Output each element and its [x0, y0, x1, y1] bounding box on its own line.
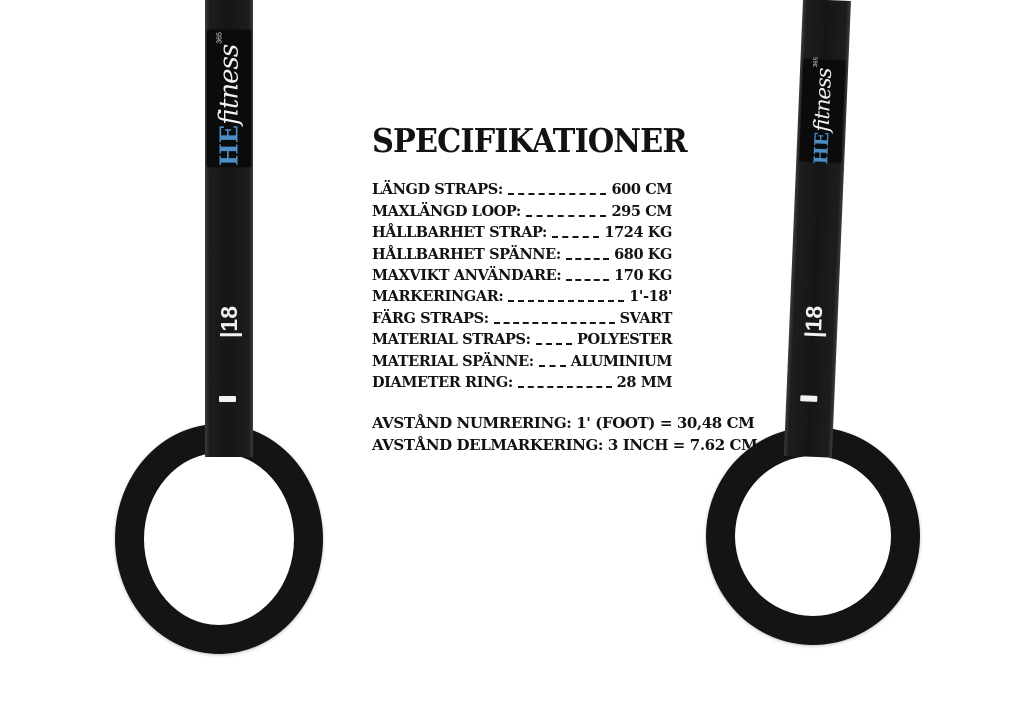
spec-row: [372, 221, 672, 242]
spec-row: [372, 285, 672, 306]
dotted-leader: [508, 300, 624, 302]
brand-superscript-text: 365: [813, 57, 820, 68]
strap-right: [784, 0, 851, 458]
dotted-leader: [539, 365, 566, 367]
dotted-leader: [536, 343, 572, 345]
spec-row-label: HÅLLBARHET SPÄNNE:: [372, 245, 561, 263]
spec-row: [372, 242, 672, 263]
strap-left: [205, 0, 253, 457]
spec-row-value: 1724 KG: [604, 224, 672, 242]
brand-name-text: fitness: [214, 44, 244, 125]
spec-row-value: POLYESTER: [577, 331, 672, 349]
brand-prefix-text: HE: [810, 131, 834, 165]
note-numbering-distance: AVSTÅND NUMRERING: 1' (FOOT) = 30,48 CM: [372, 414, 755, 432]
spec-row: [372, 199, 672, 220]
spec-row-value: 1'-18': [629, 288, 672, 306]
spec-row-label: MATERIAL STRAPS:: [372, 331, 531, 349]
spec-row: [372, 328, 672, 349]
brand-label-patch: [207, 30, 251, 167]
spec-row-label: DIAMETER RING:: [372, 373, 513, 391]
spec-row-value: 600 CM: [611, 181, 672, 199]
spec-row-value: 295 CM: [611, 202, 672, 220]
gym-ring-right: [706, 427, 920, 645]
spec-row: [372, 306, 672, 327]
spec-row-label: MARKERINGAR:: [372, 288, 504, 306]
gym-ring-left: [115, 424, 323, 654]
dotted-leader: [526, 215, 607, 217]
brand-prefix-text: HE: [214, 124, 243, 166]
brand-label-patch: [799, 59, 845, 163]
spec-row: [372, 349, 672, 370]
spec-row-label: MATERIAL SPÄNNE:: [372, 352, 534, 370]
dotted-leader: [566, 258, 609, 260]
spec-row-label: HÅLLBARHET STRAP:: [372, 224, 547, 242]
strap-foot-marking: [788, 291, 838, 353]
spec-row-label: LÄNGD STRAPS:: [372, 181, 503, 199]
brand-superscript-text: 365: [216, 31, 223, 44]
spec-row-value: 680 KG: [614, 245, 672, 263]
brand-logo: [214, 32, 244, 166]
spec-row: [372, 178, 672, 199]
page-title: SPECIFIKATIONER: [372, 121, 687, 160]
spec-row-value: ALUMINIUM: [570, 352, 672, 370]
spec-row: [372, 371, 672, 392]
spec-row-value: 170 KG: [614, 266, 672, 284]
dotted-leader: [518, 386, 612, 388]
spec-row-label: FÄRG STRAPS:: [372, 309, 489, 327]
dotted-leader: [508, 193, 607, 195]
spec-row-label: MAXVIKT ANVÄNDARE:: [372, 266, 562, 284]
strap-submarking-tick: [800, 395, 817, 402]
spec-row-label: MAXLÄNGD LOOP:: [372, 202, 521, 220]
dotted-leader: [566, 279, 609, 281]
spec-table: [372, 178, 672, 392]
dotted-leader: [552, 236, 599, 238]
note-submarking-distance: AVSTÅND DELMARKERING: 3 INCH = 7.62 CM: [372, 436, 758, 454]
strap-foot-marking-text: |18: [799, 305, 827, 339]
brand-logo: [808, 57, 836, 165]
brand-name-text: fitness: [809, 67, 837, 133]
dotted-leader: [494, 322, 615, 324]
strap-submarking-tick: [219, 396, 236, 402]
strap-foot-marking-text: |18: [215, 305, 242, 339]
spec-row-value: 28 MM: [616, 373, 672, 391]
spec-row: [372, 264, 672, 285]
strap-foot-marking: [205, 292, 253, 352]
spec-notes: [372, 412, 757, 456]
spec-row-value: SVART: [619, 309, 672, 327]
